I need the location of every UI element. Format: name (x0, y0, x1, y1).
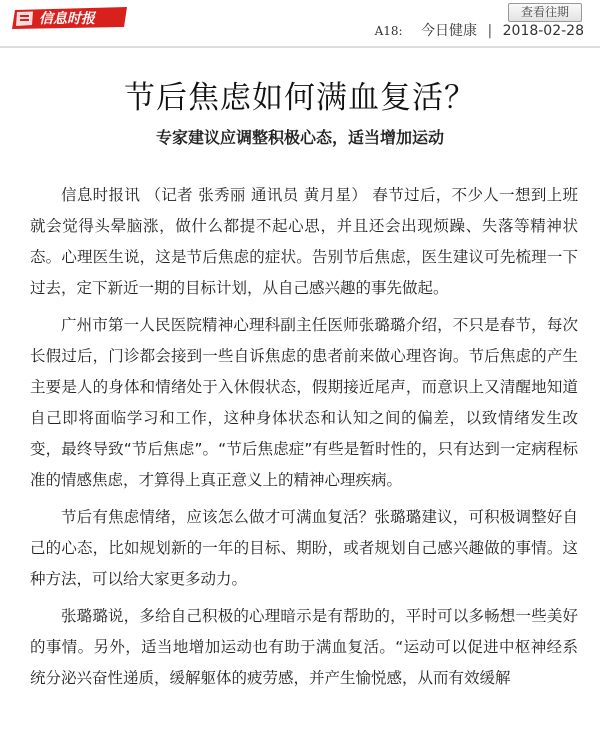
issue-date: 2018-02-28 (502, 23, 584, 39)
header-divider (0, 46, 600, 48)
view-past-issues-button[interactable]: 查看往期 (508, 3, 582, 22)
logo-text: 信息时报 (39, 11, 95, 27)
article-paragraph: 广州市第一人民医院精神心理科副主任医师张璐璐介绍，不只是春节，每次长假过后，门诊都会接到一些自诉焦虑的患者前来做心理咨询。节后焦虑的产生主要是人的身体和情绪处于入休假状态，假期接近尾声，而意识上又清醒地知道自己即将面临学习和工作，这种身体状态和认知之间的偏差，以致情绪发生改变，最终导致“节后焦虑”。“节后焦虑症”有些是暂时性的，只有达到一定病程标准的情感焦虑，才算得上真正意义上的精神心理疾病。 (30, 316, 578, 489)
newspaper-logo[interactable] (11, 6, 129, 30)
article-paragraph: 信息时报讯 （记者 张秀丽 通讯员 黄月星） 春节过后，不少人一想到上班就会觉得头晕脑涨，做什么都提不起心思，并且还会出现烦躁、失落等精神状态。心理医生说，这是节后焦虑的症状。告别节后焦虑，医生建议可先梳理一下过去，定下新近一期的目标计划，从自己感兴趣的事先做起。 (30, 186, 578, 297)
article-subtitle: 专家建议应调整积极心态，适当增加运动 (155, 128, 444, 147)
page-number: A18: (374, 24, 403, 38)
issue-separator: | (487, 23, 493, 39)
article-title: 节后焦虑如何满血复活？ (124, 80, 476, 116)
section-name: 今日健康 (421, 23, 477, 39)
masthead-bar (0, 0, 600, 44)
issue-info (375, 20, 584, 42)
article-paragraph: 张璐璐说，多给自己积极的心理暗示是有帮助的，平时可以多畅想一些美好的事情。另外，适当地增加运动也有助于满血复活。“运动可以促进中枢神经系统分泌兴奋性递质，缓解躯体的疲劳感，并产生愉悦感，从而有效缓解 (30, 607, 578, 687)
article-body (30, 180, 578, 700)
article-paragraph: 节后有焦虑情绪，应该怎么做才可满血复活？张璐璐建议，可积极调整好自己的心态，比如规划新的一年的目标、期盼，或者规划自己感兴趣做的事情。这种方法，可以给大家更多动力。 (30, 508, 578, 588)
